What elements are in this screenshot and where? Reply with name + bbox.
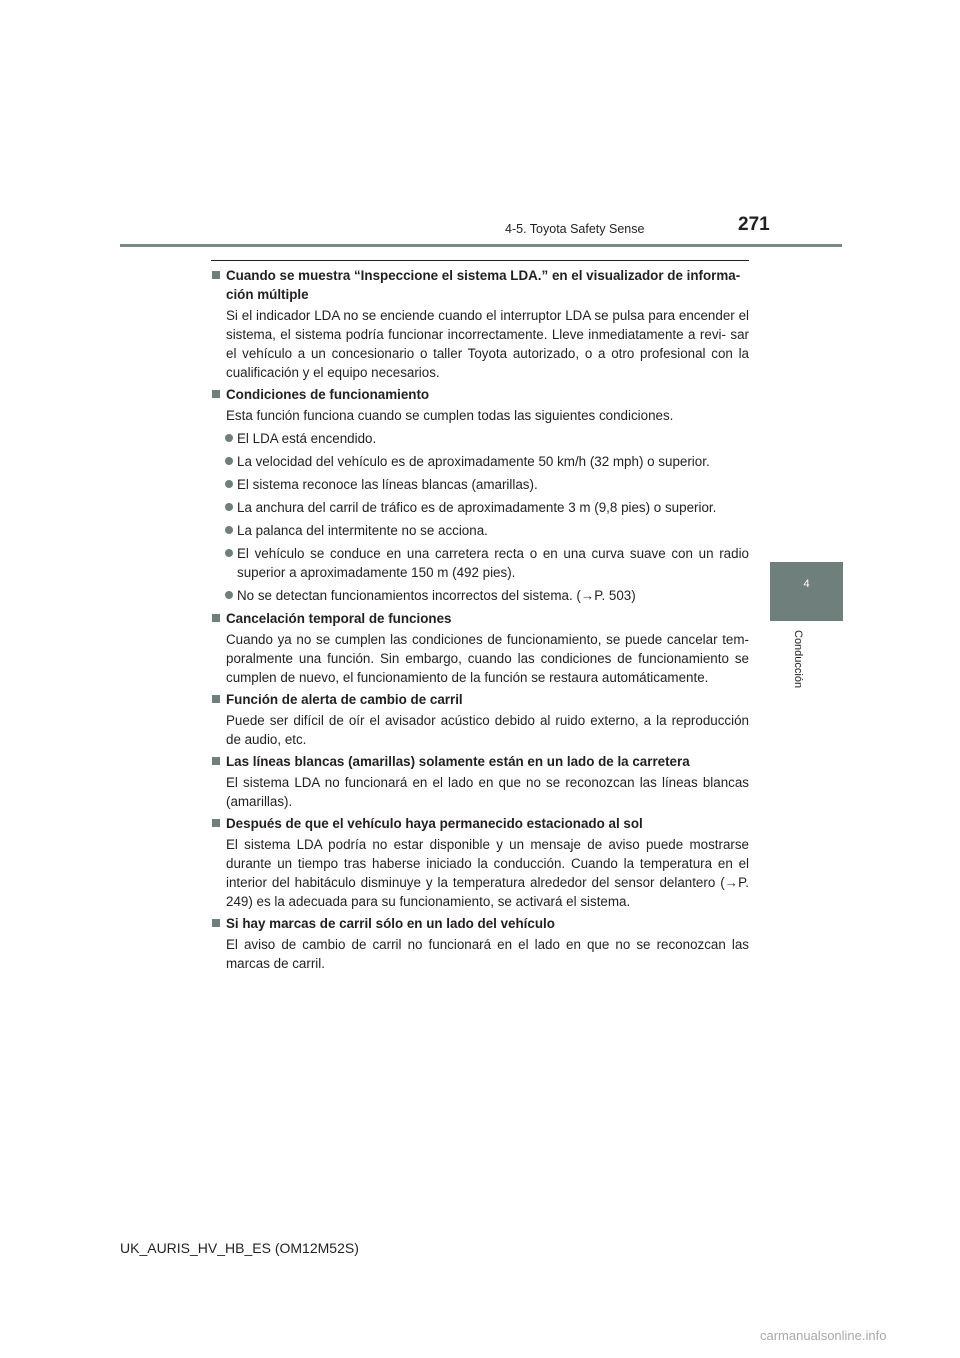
section-title-text: Si hay marcas de carril sólo en un lado del vehículo xyxy=(226,916,555,931)
section-paragraph: El sistema LDA podría no estar disponible y un mensaje de aviso puede mostrarse durante un tiempo tras haberse iniciado la conducción. Cuando la temperatura en el interior del habitáculo disminuye y la temperatura alrededor del sensor delantero (→P. 249) es la adecuada para su funcionamiento, se activará el sistema. xyxy=(226,837,749,909)
content-body xyxy=(211,266,749,976)
condition-text: No se detectan funcionamientos incorrectos del sistema. (→P. 503) xyxy=(237,588,636,603)
condition-text: El sistema reconoce las líneas blancas (amarillas). xyxy=(237,477,538,492)
section-temporary-cancellation xyxy=(211,609,749,687)
condition-text: El LDA está encendido. xyxy=(237,431,377,446)
content-divider xyxy=(211,260,749,261)
chapter-tab[interactable] xyxy=(770,562,843,621)
condition-item xyxy=(211,586,749,605)
circle-bullet-icon xyxy=(225,526,233,534)
section-paragraph: El aviso de cambio de carril no funcionará en el lado en que no se reconozcan las marcas de carril. xyxy=(226,937,749,971)
condition-text: La palanca del intermitente no se acciona. xyxy=(237,523,488,538)
chapter-tab-number: 4 xyxy=(803,578,810,590)
section-title-text: Después de que el vehículo haya permanecido estacionado al sol xyxy=(226,816,643,831)
square-bullet-icon xyxy=(212,819,220,827)
square-bullet-icon xyxy=(212,390,220,398)
square-bullet-icon xyxy=(212,271,220,279)
running-header-section: 4-5. Toyota Safety Sense xyxy=(505,222,645,236)
section-paragraph: Cuando ya no se cumplen las condiciones de funcionamiento, se puede cancelar tem- poralmente una función. Sin embargo, cuando las condiciones de funcionamiento se cumplen de nuevo, el funcionamiento de la función se restaura automáticamente. xyxy=(226,632,749,685)
section-paragraph: Puede ser difícil de oír el avisador acústico debido al ruido externo, a la reproducción de audio, etc. xyxy=(226,713,749,747)
section-title-text: Cuando se muestra “Inspeccione el sistema LDA.” en el visualizador de informa- ción múltiple xyxy=(226,268,741,302)
circle-bullet-icon xyxy=(225,549,233,557)
condition-text: La anchura del carril de tráfico es de aproximadamente 3 m (9,8 pies) o superior. xyxy=(237,500,717,515)
page-number: 271 xyxy=(738,214,770,235)
circle-bullet-icon xyxy=(225,480,233,488)
circle-bullet-icon xyxy=(225,457,233,465)
square-bullet-icon xyxy=(212,695,220,703)
chapter-label-text: Conducción xyxy=(792,630,804,689)
section-one-side-markings xyxy=(211,914,749,973)
section-title xyxy=(211,752,749,771)
section-lda-inspection xyxy=(211,266,749,382)
section-title xyxy=(211,266,749,304)
circle-bullet-icon xyxy=(225,591,233,599)
section-paragraph: Esta función funciona cuando se cumplen todas las siguientes condiciones. xyxy=(226,408,674,423)
section-one-side-lines xyxy=(211,752,749,811)
square-bullet-icon xyxy=(212,614,220,622)
manual-code: UK_AURIS_HV_HB_ES (OM12M52S) xyxy=(120,1240,359,1256)
condition-item xyxy=(211,452,749,471)
condition-item xyxy=(211,544,749,582)
condition-item xyxy=(211,498,749,517)
condition-item xyxy=(211,475,749,494)
section-title-text: Cancelación temporal de funciones xyxy=(226,611,452,626)
section-title xyxy=(211,690,749,709)
condition-text: El vehículo se conduce en una carretera recta o en una curva suave con un radio superior a aproximadamente 150 m (492 pies). xyxy=(237,546,749,580)
section-operating-conditions xyxy=(211,385,749,605)
section-title xyxy=(211,814,749,833)
section-title xyxy=(211,385,749,404)
circle-bullet-icon xyxy=(225,434,233,442)
section-title-text: Condiciones de funcionamiento xyxy=(226,387,430,402)
chapter-label xyxy=(792,630,811,700)
section-title-text: Función de alerta de cambio de carril xyxy=(226,692,463,707)
section-lane-change-alert xyxy=(211,690,749,749)
condition-item xyxy=(211,429,749,448)
watermark: carmanualsonline.info xyxy=(760,1328,887,1343)
section-parked-in-sun xyxy=(211,814,749,911)
section-title xyxy=(211,609,749,628)
condition-text: La velocidad del vehículo es de aproximadamente 50 km/h (32 mph) o superior. xyxy=(237,454,710,469)
header-divider xyxy=(120,244,842,247)
condition-item xyxy=(211,521,749,540)
square-bullet-icon xyxy=(212,919,220,927)
section-paragraph: Si el indicador LDA no se enciende cuando el interruptor LDA se pulsa para encender el sistema, el sistema podría funcionar incorrectamente. Lleve inmediatamente a revi- sar el vehículo a un concesionario o taller Toyota autorizado, o a otro profesional con la cualificación y el equipo necesarios. xyxy=(226,308,749,380)
circle-bullet-icon xyxy=(225,503,233,511)
section-title-text: Las líneas blancas (amarillas) solamente están en un lado de la carretera xyxy=(226,754,690,769)
section-paragraph: El sistema LDA no funcionará en el lado en que no se reconozcan las líneas blancas (amarillas). xyxy=(226,775,749,809)
square-bullet-icon xyxy=(212,757,220,765)
section-title xyxy=(211,914,749,933)
